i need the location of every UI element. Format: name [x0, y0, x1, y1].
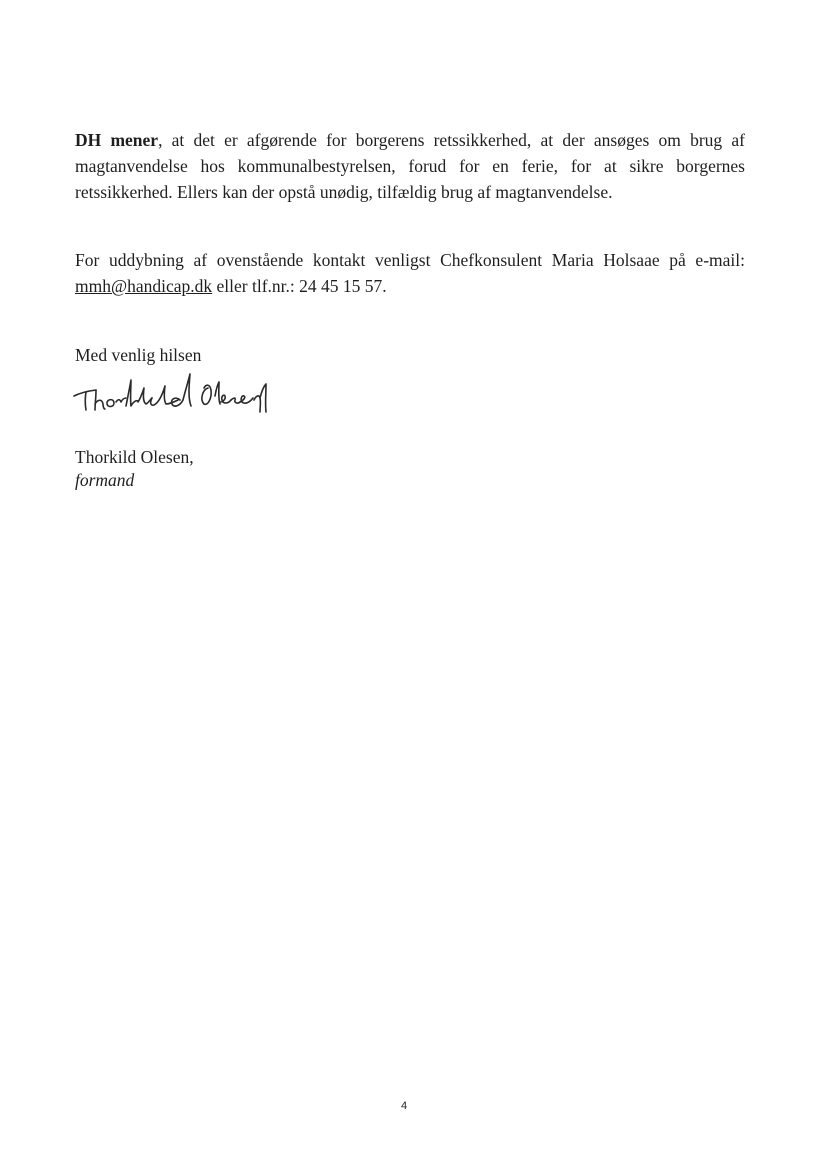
paragraph-contact	[75, 247, 745, 299]
paragraph-dh-opinion	[75, 127, 745, 205]
phone-text: eller tlf.nr.: 24 45 15 57.	[212, 276, 387, 296]
email-link[interactable]: mmh@handicap.dk	[75, 276, 213, 296]
paragraph-body: , at det er afgørende for borgerens retssikkerhed, at der ansøges om brug af magtanvendelse hos kommunalbestyrelsen, forud for en ferie, for at sikre borgernes retssikkerhed. Ellers kan der opstå unødig, tilfældig brug af magtanvendelse.	[75, 130, 745, 202]
contact-text: For uddybning af ovenstående kontakt venligst Chefkonsulent Maria Holsaae på e-mail:	[75, 250, 745, 270]
signer-name: Thorkild Olesen,	[75, 447, 194, 467]
handwritten-signature	[70, 366, 275, 428]
paragraph-lead-bold: DH mener	[75, 130, 159, 150]
page-number: 4	[400, 1100, 408, 1112]
signer-title: formand	[75, 470, 135, 490]
closing-greeting: Med venlig hilsen	[75, 345, 202, 365]
